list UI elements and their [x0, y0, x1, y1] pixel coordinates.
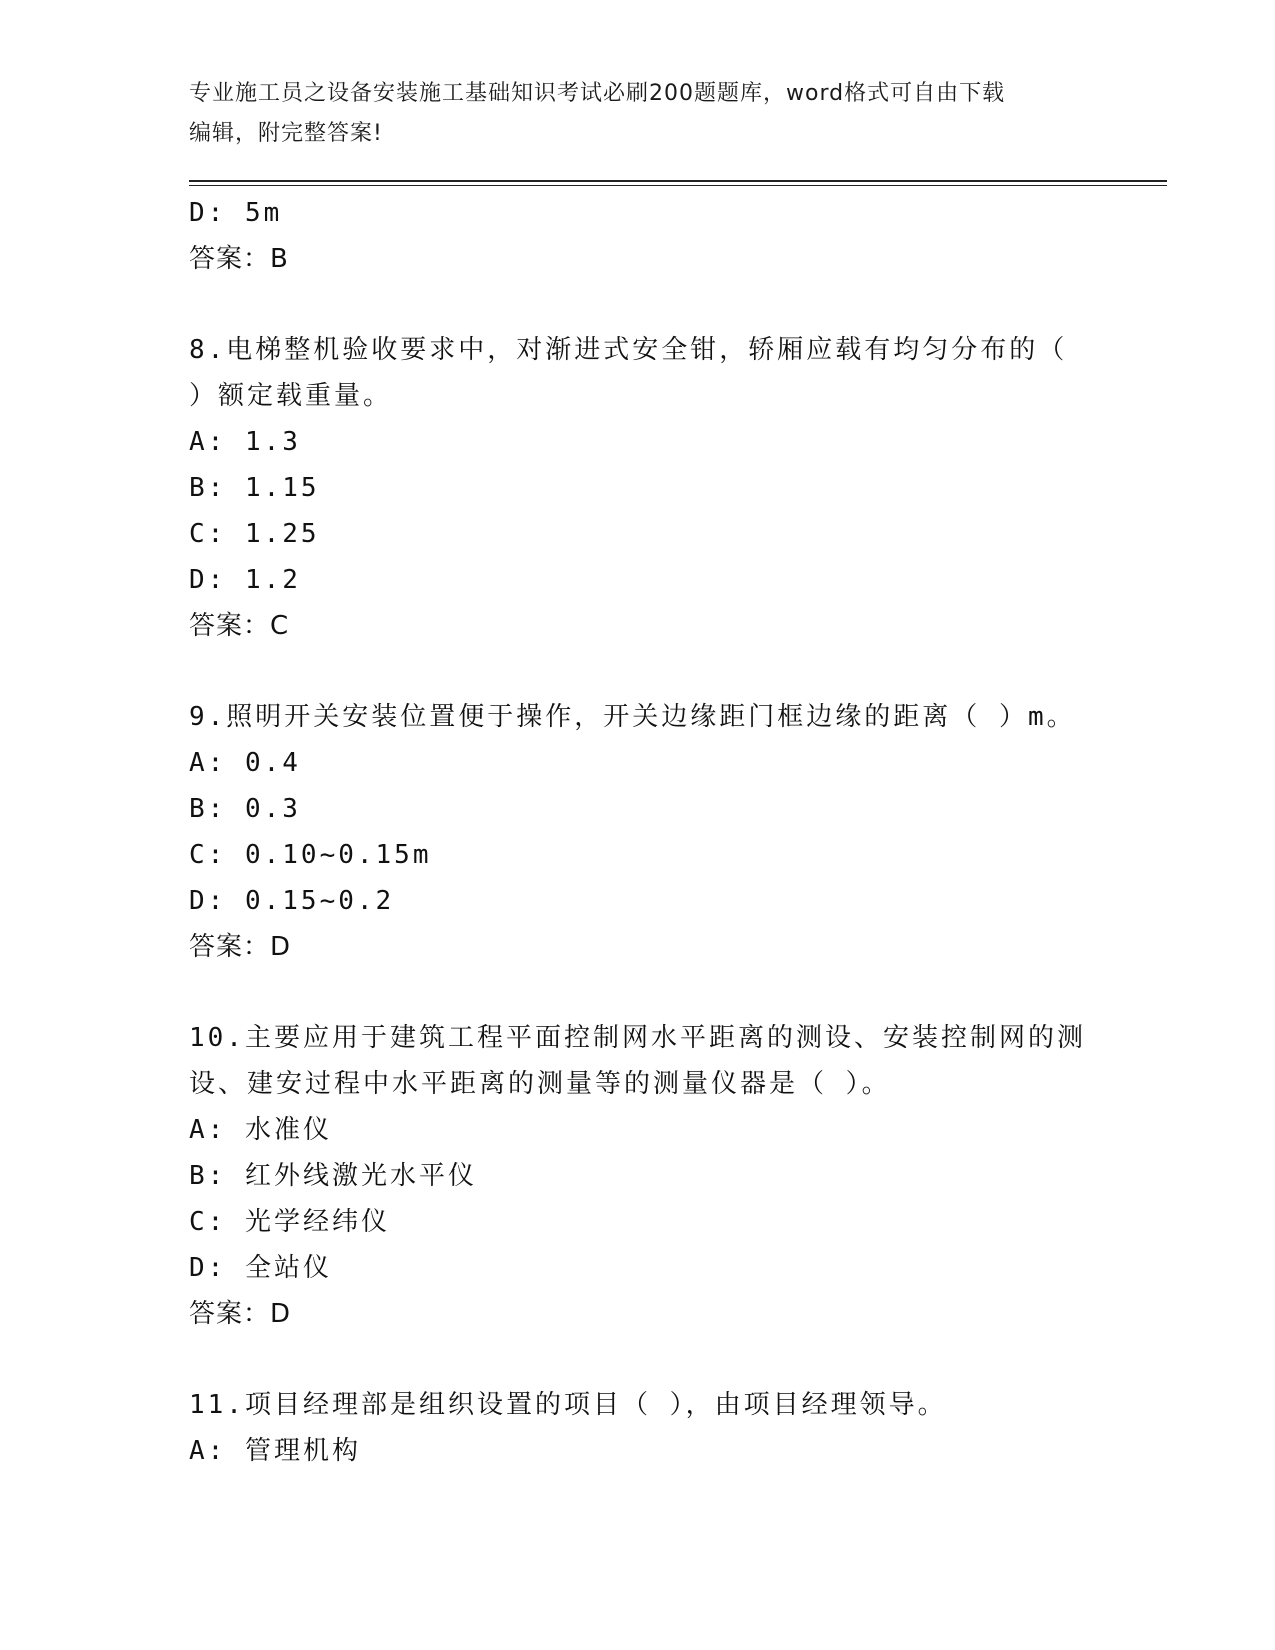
question-stem-continued: ）额定载重量。 [189, 381, 393, 411]
answer-line: 答案：C [189, 611, 290, 641]
option-d: D: 1.2 [189, 565, 301, 595]
option-d: D: 0.15~0.2 [189, 886, 395, 916]
answer-line: 答案：D [189, 1299, 292, 1329]
spacer [189, 282, 1089, 327]
question-list [189, 190, 1089, 1474]
option-b: B: 1.15 [189, 473, 320, 503]
option-a: A: 1.3 [189, 427, 301, 457]
option-d: D: 全站仪 [189, 1253, 332, 1283]
option-a: A: 0.4 [189, 748, 301, 778]
previous-question-tail [189, 190, 1089, 282]
spacer [189, 649, 1089, 694]
question-11 [189, 1382, 1089, 1474]
spacer [189, 970, 1089, 1015]
option-a: A: 水准仪 [189, 1115, 332, 1145]
answer-line: 答案：B [189, 244, 289, 274]
header-divider-thin [189, 185, 1167, 186]
option-c: C: 光学经纬仪 [189, 1207, 390, 1237]
option-c: C: 1.25 [189, 519, 320, 549]
option-a: A: 管理机构 [189, 1436, 361, 1466]
answer-line: 答案：D [189, 932, 292, 962]
question-stem: 11.项目经理部是组织设置的项目（ ），由项目经理领导。 [189, 1390, 947, 1420]
option-d: D: 5m [189, 198, 283, 228]
header-title-line2: 编辑，附完整答案! [189, 121, 383, 146]
question-9 [189, 694, 1089, 970]
option-b: B: 0.3 [189, 794, 301, 824]
option-c: C: 0.10~0.15m [189, 840, 432, 870]
question-8 [189, 327, 1089, 649]
spacer [189, 1337, 1089, 1382]
header-title-line1: 专业施工员之设备安装施工基础知识考试必刷200题题库，word格式可自由下载 [189, 81, 1006, 106]
question-stem: 9.照明开关安装位置便于操作，开关边缘距门框边缘的距离（ ）m。 [189, 702, 1076, 732]
question-stem-continued: 设、建安过程中水平距离的测量等的测量仪器是（ ）。 [189, 1069, 891, 1099]
question-stem: 8.电梯整机验收要求中，对渐进式安全钳，轿厢应载有均匀分布的（ [189, 335, 1068, 365]
document-header [189, 74, 1089, 154]
question-10 [189, 1015, 1089, 1337]
question-stem: 10.主要应用于建筑工程平面控制网水平距离的测设、安装控制网的测 [189, 1023, 1086, 1053]
header-divider-thick [189, 180, 1167, 182]
option-b: B: 红外线激光水平仪 [189, 1161, 477, 1191]
